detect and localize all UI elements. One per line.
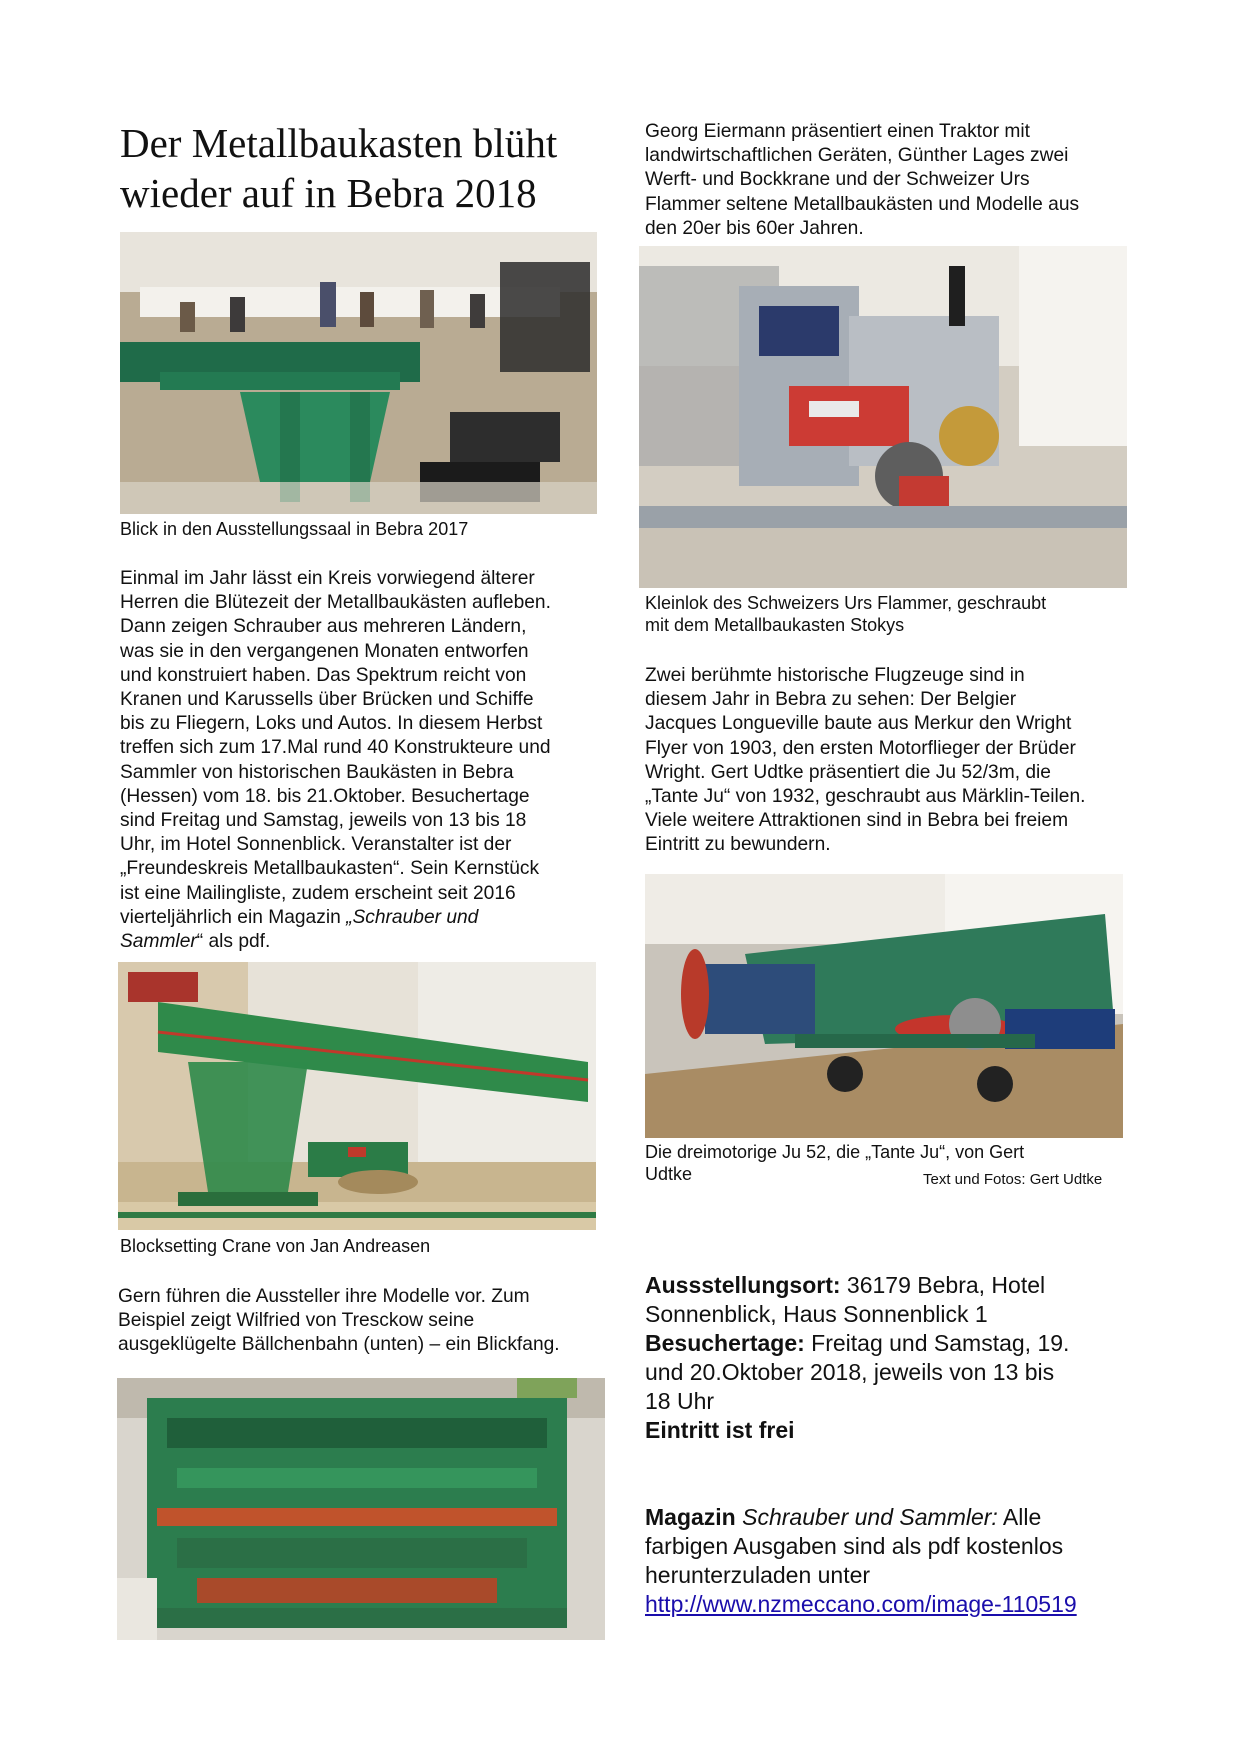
main-line: treffen sich zum 17.Mal rund 40 Konstrukteure und	[120, 737, 551, 759]
planes-line: Wright. Gert Udtke präsentiert die Ju 52/3m, die	[645, 761, 1051, 783]
main-line: Dann zeigen Schrauber aus mehreren Ländern,	[120, 616, 527, 638]
caption-crane: Blocksetting Crane von Jan Andreasen	[120, 1236, 431, 1256]
magazine-text: farbigen Ausgaben sind als pdf kostenlos	[645, 1533, 1064, 1559]
visitor-days-value: und 20.Oktober 2018, jeweils von 13 bis	[645, 1359, 1055, 1385]
planes-line: Viele weitere Attraktionen sind in Bebra bei freiem	[645, 810, 1069, 832]
magazine-info	[645, 1503, 1145, 1619]
main-line: sind Freitag und Samstag, jeweils von 13 bis 18	[120, 810, 527, 832]
planes-text	[645, 664, 1135, 858]
demo-line: ausgeklügelte Bällchenbahn (unten) – ein Blickfang.	[118, 1334, 560, 1356]
magazine-text: Alle	[997, 1504, 1042, 1530]
main-line: bis zu Fliegern, Loks und Autos. In diesem Herbst	[120, 713, 543, 735]
planes-line: Flyer von 1903, den ersten Motorflieger der Brüder	[645, 737, 1076, 759]
location-value: 36179 Bebra, Hotel	[840, 1272, 1046, 1298]
intro-line: Georg Eiermann präsentiert einen Traktor mit	[645, 121, 1030, 142]
intro-line: den 20er bis 60er Jahren.	[645, 217, 864, 239]
location-value: Sonnenblick, Haus Sonnenblick 1	[645, 1301, 988, 1327]
free-entry: Eintritt ist frei	[645, 1417, 795, 1443]
caption-locomotive	[645, 592, 1135, 636]
planes-line: Zwei berühmte historische Flugzeuge sind in	[645, 665, 1025, 686]
main-line: “ als pdf.	[196, 931, 271, 953]
main-line: Sammler von historischen Baukästen in Bebra	[120, 761, 514, 783]
magazine-title-italic: Sammler	[120, 931, 197, 953]
main-line: und konstruiert haben. Das Spektrum reicht von	[120, 664, 527, 686]
main-line: was sie in den vergangenen Monaten entworfen	[120, 640, 529, 662]
planes-line: diesem Jahr in Bebra zu sehen: Der Belgier	[645, 689, 1017, 711]
photo-ball-track	[117, 1378, 605, 1640]
magazine-name: Schrauber und Sammler:	[735, 1504, 998, 1530]
main-line: (Hessen) vom 18. bis 21.Oktober. Besuchertage	[120, 785, 530, 807]
caption-hall: Blick in den Ausstellungssaal in Bebra 2017	[120, 519, 469, 539]
intro-line: Werft- und Bockkrane und der Schweizer Urs	[645, 169, 1030, 191]
article-demo-text	[118, 1285, 618, 1358]
visitor-days-value: Freitag und Samstag, 19.	[804, 1330, 1070, 1356]
visitor-days-label: Besuchertage:	[645, 1330, 805, 1356]
caption-line: Kleinlok des Schweizers Urs Flammer, geschraubt	[645, 593, 1047, 613]
magazine-text: herunterzuladen unter	[645, 1562, 871, 1588]
photo-blocksetting-crane	[118, 962, 596, 1230]
photo-small-locomotive	[639, 246, 1127, 588]
intro-line: Flammer seltene Metallbaukästen und Modelle aus	[645, 193, 1080, 215]
caption-line: Udtke	[645, 1164, 693, 1184]
article-main-text	[120, 567, 600, 954]
magazine-download-link[interactable]: http://www.nzmeccano.com/image-110519	[645, 1591, 1077, 1617]
demo-line: Beispiel zeigt Wilfried von Tresckow seine	[118, 1310, 475, 1332]
title-line-1: Der Metallbaukasten blüht	[120, 120, 558, 166]
planes-line: Jacques Longueville baute aus Merkur den Wright	[645, 713, 1072, 735]
planes-line: „Tante Ju“ von 1932, geschraubt aus Märklin-Teilen.	[645, 786, 1086, 808]
main-line: Einmal im Jahr lässt ein Kreis vorwiegend älterer	[120, 568, 535, 589]
demo-line: Gern führen die Aussteller ihre Modelle vor. Zum	[118, 1286, 530, 1307]
main-line: „Freundeskreis Metallbaukasten“. Sein Kernstück	[120, 858, 540, 880]
main-line: vierteljährlich ein Magazin	[120, 906, 347, 928]
intro-line: landwirtschaftlichen Geräten, Günther Lages zwei	[645, 145, 1069, 167]
magazine-title-italic: „Schrauber und	[346, 906, 479, 928]
intro-right-text	[645, 120, 1135, 241]
visitor-days-value: 18 Uhr	[645, 1388, 715, 1414]
article-title	[120, 118, 600, 218]
location-label: Aussstellungsort:	[645, 1272, 841, 1298]
photo-exhibition-hall	[120, 232, 597, 514]
caption-line: Die dreimotorige Ju 52, die „Tante Ju“, von Gert	[645, 1142, 1025, 1162]
caption-line: mit dem Metallbaukasten Stokys	[645, 615, 905, 635]
main-line: ist eine Mailingliste, zudem erscheint seit 2016	[120, 882, 516, 904]
event-info	[645, 1271, 1145, 1445]
planes-line: Eintritt zu bewundern.	[645, 834, 831, 856]
main-line: Uhr, im Hotel Sonnenblick. Veranstalter ist der	[120, 834, 512, 856]
main-line: Herren die Blütezeit der Metallbaukästen aufleben.	[120, 592, 551, 614]
magazine-label: Magazin	[645, 1504, 736, 1530]
main-line: Kranen und Karussells über Brücken und Schiffe	[120, 689, 534, 711]
title-line-2: wieder auf in Bebra 2018	[120, 170, 537, 216]
photo-ju52-model	[645, 874, 1123, 1138]
photo-credit: Text und Fotos: Gert Udtke	[923, 1171, 1103, 1188]
